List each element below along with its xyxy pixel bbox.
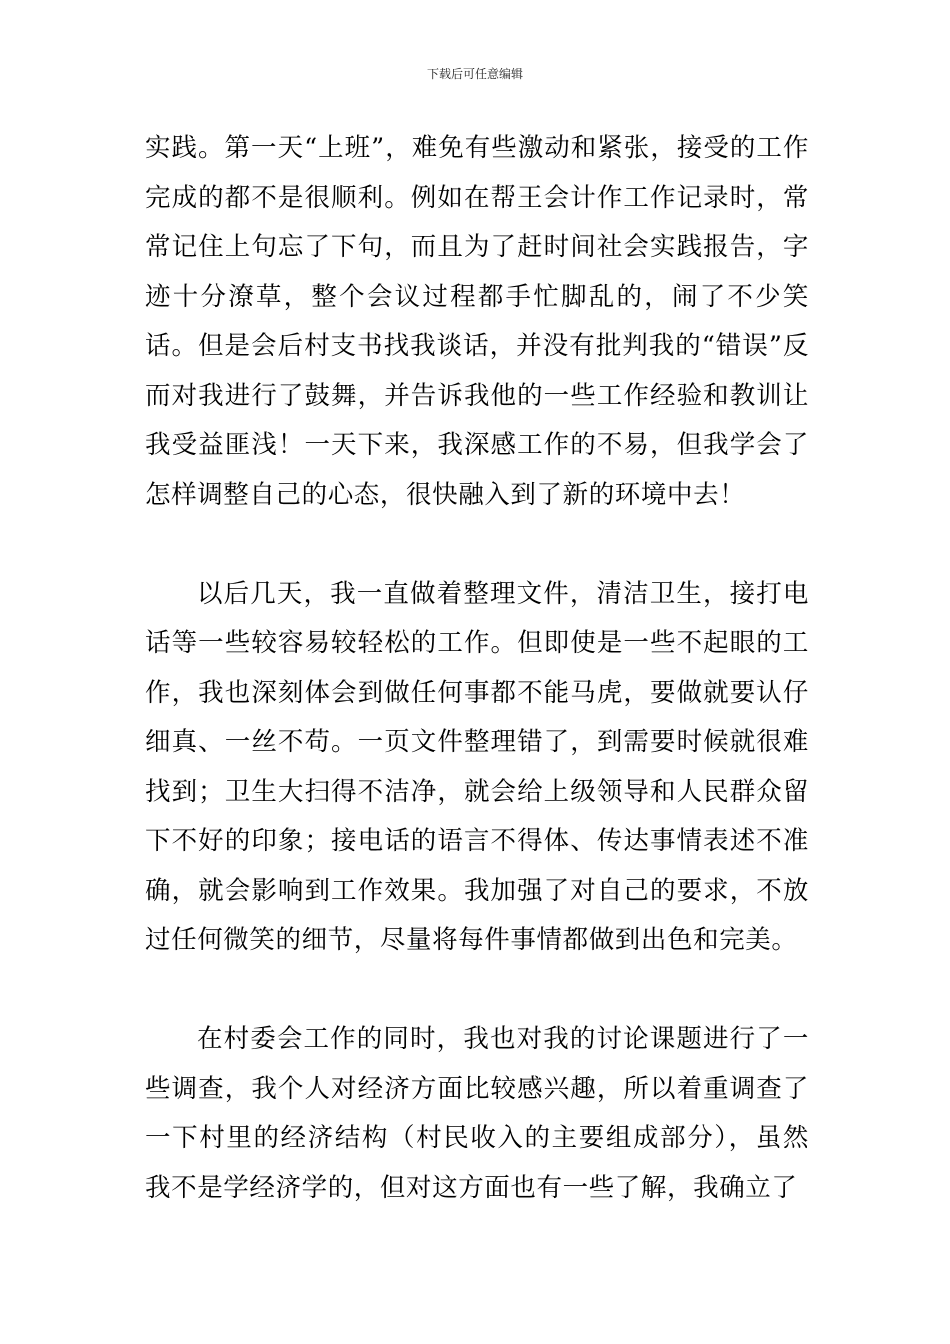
paragraph-spacer (145, 966, 809, 1016)
paragraph-1: 实践。第一天“上班”，难免有些激动和紧张，接受的工作完成的都不是很顺利。例如在帮王会计作工作记录时，常常记住上句忘了下句，而且为了赶时间社会实践报告，字迹十分潦草，整个会议过程都手忙脚乱的，闹了不少笑话。但是会后村支书找我谈话，并没有批判我的“错误”反而对我进行了鼓舞，并告诉我他的一些工作经验和教训让我受益匪浅！一天下来，我深感工作的不易，但我学会了怎样调整自己的心态，很快融入到了新的环境中去！ (145, 133, 809, 510)
document-body (145, 124, 809, 1213)
paragraph-spacer (145, 520, 809, 570)
paragraph-3: 在村委会工作的同时，我也对我的讨论课题进行了一些调查，我个人对经济方面比较感兴趣，所以着重调查了一下村里的经济结构（村民收入的主要组成部分），虽然我不是学经济学的，但对这方面也有一些了解，我确立了 (145, 1024, 809, 1203)
page-header: 下载后可任意编辑 (426, 67, 523, 81)
paragraph-2: 以后几天，我一直做着整理文件，清洁卫生，接打电话等一些较容易较轻松的工作。但即使是一些不起眼的工作，我也深刻体会到做任何事都不能马虎，要做就要认仔细真、一丝不苟。一页文件整理错了，到需要时候就很难找到；卫生大扫得不洁净，就会给上级领导和人民群众留下不好的印象；接电话的语言不得体、传达事情表述不准确，就会影响到工作效果。我加强了对自己的要求，不放过任何微笑的细节，尽量将每件事情都做到出色和完美。 (145, 578, 809, 955)
